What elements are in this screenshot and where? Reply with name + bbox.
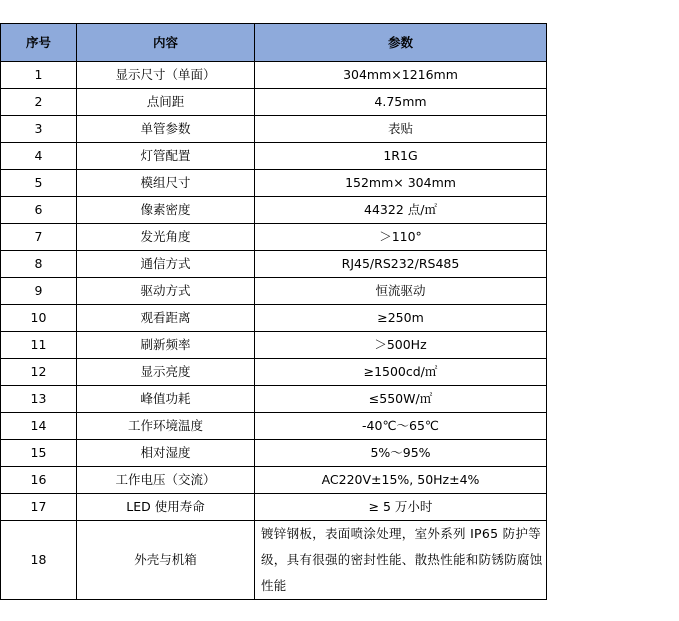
row-item: 点间距 xyxy=(77,89,255,116)
table-row xyxy=(1,143,547,170)
table-row xyxy=(1,359,547,386)
row-value: 1R1G xyxy=(255,143,547,170)
row-value: ＞500Hz xyxy=(255,332,547,359)
header-row xyxy=(1,24,547,62)
row-item: 峰值功耗 xyxy=(77,386,255,413)
row-item: 模组尺寸 xyxy=(77,170,255,197)
row-item: 灯管配置 xyxy=(77,143,255,170)
table-row xyxy=(1,440,547,467)
row-no: 13 xyxy=(1,386,77,413)
row-no: 10 xyxy=(1,305,77,332)
row-value: 44322 点/㎡ xyxy=(255,197,547,224)
row-no: 4 xyxy=(1,143,77,170)
row-item: 相对湿度 xyxy=(77,440,255,467)
table-row xyxy=(1,116,547,143)
row-no: 8 xyxy=(1,251,77,278)
table-row xyxy=(1,89,547,116)
row-value: 152mm× 304mm xyxy=(255,170,547,197)
table-row xyxy=(1,467,547,494)
table-row xyxy=(1,62,547,89)
table-row xyxy=(1,197,547,224)
row-value: 恒流驱动 xyxy=(255,278,547,305)
row-value: ≥ 5 万小时 xyxy=(255,494,547,521)
row-value: ≤550W/㎡ xyxy=(255,386,547,413)
row-no: 7 xyxy=(1,224,77,251)
table-row xyxy=(1,386,547,413)
row-no: 1 xyxy=(1,62,77,89)
row-no: 2 xyxy=(1,89,77,116)
row-item: 刷新频率 xyxy=(77,332,255,359)
table-row xyxy=(1,521,547,600)
row-item: 观看距离 xyxy=(77,305,255,332)
row-no: 12 xyxy=(1,359,77,386)
row-item: 显示尺寸（单面） xyxy=(77,62,255,89)
row-item: 单管参数 xyxy=(77,116,255,143)
row-no: 15 xyxy=(1,440,77,467)
row-value: AC220V±15%, 50Hz±4% xyxy=(255,467,547,494)
row-item: 显示亮度 xyxy=(77,359,255,386)
row-item: 外壳与机箱 xyxy=(77,521,255,600)
header-value: 参数 xyxy=(255,24,547,62)
row-no: 5 xyxy=(1,170,77,197)
row-value: 5%～95% xyxy=(255,440,547,467)
spec-table xyxy=(0,23,547,600)
row-no: 6 xyxy=(1,197,77,224)
row-value: RJ45/RS232/RS485 xyxy=(255,251,547,278)
row-value: ＞110° xyxy=(255,224,547,251)
table-row xyxy=(1,278,547,305)
table-row xyxy=(1,305,547,332)
table-row xyxy=(1,413,547,440)
table-row xyxy=(1,332,547,359)
row-no: 9 xyxy=(1,278,77,305)
row-no: 3 xyxy=(1,116,77,143)
row-no: 14 xyxy=(1,413,77,440)
row-item: 工作电压（交流） xyxy=(77,467,255,494)
row-no: 18 xyxy=(1,521,77,600)
row-item: 发光角度 xyxy=(77,224,255,251)
table-row xyxy=(1,494,547,521)
row-no: 11 xyxy=(1,332,77,359)
row-item: 通信方式 xyxy=(77,251,255,278)
row-item: 驱动方式 xyxy=(77,278,255,305)
table-row xyxy=(1,251,547,278)
table-row xyxy=(1,224,547,251)
row-no: 17 xyxy=(1,494,77,521)
table-row xyxy=(1,170,547,197)
row-item: 像素密度 xyxy=(77,197,255,224)
row-value: 304mm×1216mm xyxy=(255,62,547,89)
row-value: ≥250m xyxy=(255,305,547,332)
row-value: ≥1500cd/㎡ xyxy=(255,359,547,386)
row-item: 工作环境温度 xyxy=(77,413,255,440)
header-item: 内容 xyxy=(77,24,255,62)
row-no: 16 xyxy=(1,467,77,494)
row-value: 镀锌钢板，表面喷涂处理，室外系列 IP65 防护等级，具有很强的密封性能、散热性能和防锈防腐蚀性能 xyxy=(255,521,547,600)
row-item: LED 使用寿命 xyxy=(77,494,255,521)
row-value: 表贴 xyxy=(255,116,547,143)
row-value: 4.75mm xyxy=(255,89,547,116)
header-no: 序号 xyxy=(1,24,77,62)
row-value: -40℃～65℃ xyxy=(255,413,547,440)
